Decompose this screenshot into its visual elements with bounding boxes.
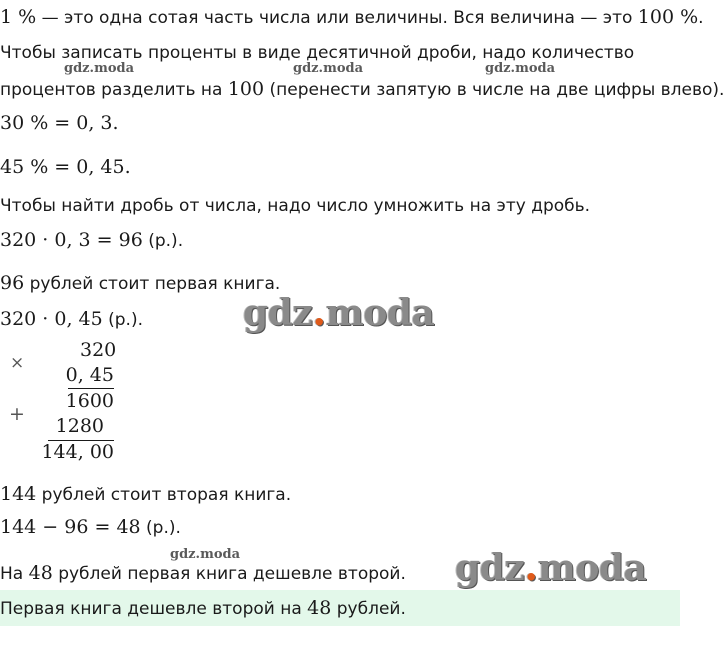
second-book-expression [0,307,143,332]
watermark-large: gdz.moda [243,288,435,335]
definition-text: — это одна сотая часть числа или величины. Вся величина — это [36,8,638,28]
math-96: 96 [0,272,25,294]
answer-text-c: рублей. [331,599,406,619]
math-one-percent: 1 % [0,6,37,28]
second-book-price-line [0,482,291,507]
answer-box [0,590,680,626]
watermark-small: gdz.moda [485,61,556,76]
watermark-large: gdz.moda [455,543,647,590]
math-hundred: 100 [227,78,265,100]
watermark-small: gdz.moda [64,61,135,76]
first-book-calculation [0,228,183,253]
times-sign: × [10,353,25,373]
conclusion-line [0,561,406,586]
unit-rub: (р.). [102,310,144,330]
math-difference: 144 − 96 = 48 [0,516,141,538]
math-48: 48 [28,562,53,584]
multiplier: 0, 45 [65,364,114,386]
equation-30-percent: 30 % = 0, 3. [0,112,119,134]
definition-line [0,5,704,30]
unit-rub: (р.). [142,231,184,251]
rule-text-c: (перенести запятую в числе на две цифры влево). [264,80,724,100]
rule-line-1: Чтобы записать проценты в виде десятичной дроби, надо количество [0,43,635,63]
math-hundred-percent: 100 % [637,6,699,28]
math-144: 144 [0,483,37,505]
conclusion-text-c: рублей первая книга дешевле второй. [52,564,406,584]
partial-product-2: 1280 [55,415,104,437]
first-book-text: рублей стоит первая книга. [24,274,281,294]
difference-calculation [0,515,181,540]
rule-line-2 [0,77,724,102]
definition-end: . [698,8,704,28]
watermark-small: gdz.moda [170,547,241,562]
answer-48: 48 [307,597,332,619]
multiplicand: 320 [80,339,117,361]
math-second-book: 320 · 0, 45 [0,308,103,330]
second-book-text: рублей стоит вторая книга. [36,485,292,505]
partial-product-1: 1600 [65,390,114,412]
fraction-rule-line: Чтобы найти дробь от числа, надо число умножить на эту дробь. [0,196,591,216]
first-book-price-line [0,271,280,296]
plus-sign: + [9,403,25,425]
watermark-small: gdz.moda [293,61,364,76]
math-first-book: 320 · 0, 3 = 96 [0,229,143,251]
unit-rub: (р.). [140,518,181,538]
product-result: 144, 00 [41,441,114,463]
rule-text-a: процентов разделить на [0,80,228,100]
equation-45-percent: 45 % = 0, 45. [0,156,131,178]
conclusion-text-a: На [0,564,29,584]
answer-text-a: Первая книга дешевле второй на [0,599,308,619]
